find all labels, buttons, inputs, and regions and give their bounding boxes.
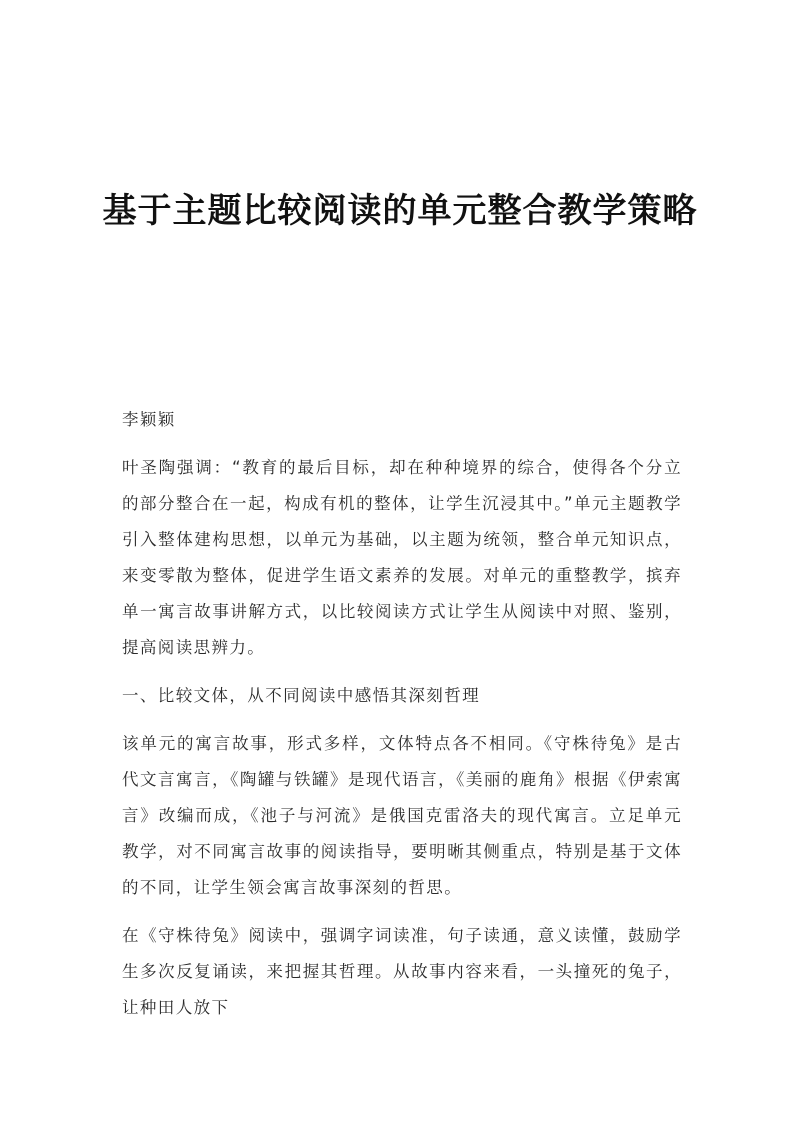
paragraph-genre: 该单元的寓言故事，形式多样，文体特点各不相同。《守株待兔》是古代文言寓言，《陶罐与铁罐》是现代语言，《美丽的鹿角》根据《伊索寓言》改编而成，《池子与河流》是俄国克雷洛夫的现代寓言。立足单元教学，对不同寓言故事的阅读指导，要明晰其侧重点，特别是基于文体的不同，让学生领会寓言故事深刻的哲思。 [122,734,682,897]
document-body [122,402,682,1038]
paragraph-shouzhu: 在《守株待兔》阅读中，强调字词读准，句子读通，意义读懂，鼓励学生多次反复诵读，来把握其哲理。从故事内容来看，一头撞死的兔子，让种田人放下 [122,926,682,1017]
document-title: 基于主题比较阅读的单元整合教学策略 [102,191,698,231]
paragraph-intro: 叶圣陶强调：“教育的最后目标，却在种种境界的综合，使得各个分立的部分整合在一起，构成有机的整体，让学生沉浸其中。”单元主题教学引入整体建构思想，以单元为基础，以主题为统领，整合单元知识点，来变零散为整体，促进学生语文素养的发展。对单元的重整教学，摈弃单一寓言故事讲解方式，以比较阅读方式让学生从阅读中对照、鉴别，提高阅读思辨力。 [122,458,682,657]
section-heading-1: 一、比较文体，从不同阅读中感悟其深刻哲理 [122,686,480,705]
author-name: 李颖颖 [122,410,176,429]
